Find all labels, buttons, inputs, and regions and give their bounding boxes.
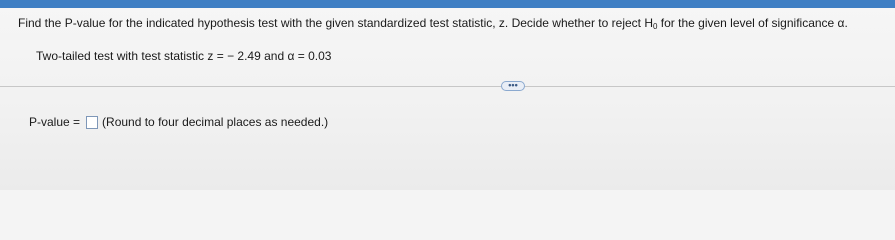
pvalue-label: P-value = xyxy=(29,115,81,129)
header-accent-bar xyxy=(0,0,895,8)
section-divider xyxy=(0,86,895,87)
expand-more-button[interactable]: ••• xyxy=(501,81,525,91)
question-prefix: Find the P-value for the indicated hypothesis test with the given standardized test statistic, z. Decide whether to reject H xyxy=(18,16,653,30)
rounding-instruction: (Round to four decimal places as needed.) xyxy=(102,115,329,129)
question-subscript: 0 xyxy=(653,22,658,31)
question-text xyxy=(18,16,848,31)
pvalue-answer-input[interactable] xyxy=(86,116,98,129)
answer-row xyxy=(29,115,328,129)
given-information: Two-tailed test with test statistic z = − 2.49 and α = 0.03 xyxy=(36,49,332,63)
question-suffix: for the given level of significance α. xyxy=(657,16,848,30)
